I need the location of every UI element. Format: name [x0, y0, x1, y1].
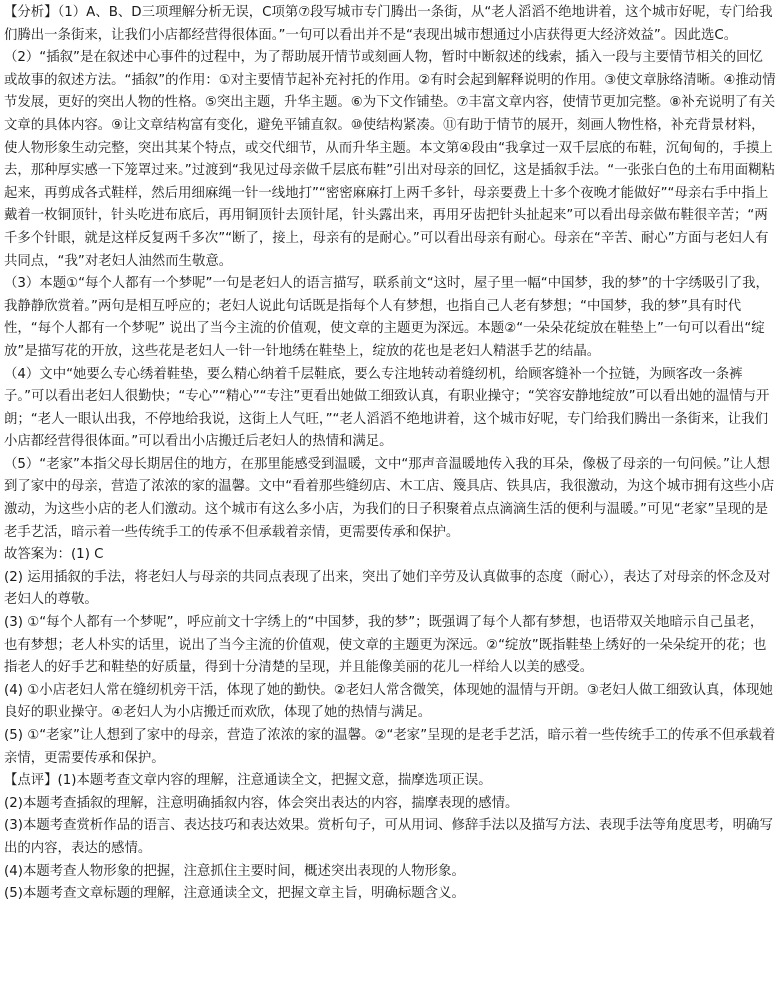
- comment-q2: (2)本题考查插叙的理解，注意明确插叙内容，体会突出表达的内容，揣摩表现的感情。: [4, 795, 519, 811]
- answer-q5: (5) ①“老家”让人想到了家中的母亲，营造了浓浓的家的温馨。②“老家”呈现的是老手艺活，暗示着一些传统手工的传承不但承载着亲情，更需要传承和保护。: [4, 728, 776, 766]
- analysis-q5: （5）“老家”本指父母长期居住的地方，在那里能感受到温暖，文中“那声音温暖地传入我的耳朵，像极了母亲的一句问候。”让人想到了家中的母亲，营造了浓浓的家的温馨。文中“看着那些缝纫店、木工店、篾具店、铁具店，我很激动，为这个城市拥有这些小店激动，为这些小店的老人们激动。这个城市有这么多小店，为我们的日子积聚着点点滴滴生活的便利与温暖。”可见“老家”呈现的是老手艺活，暗示着一些传统手工的传承不但承载着亲情，更需要传承和保护。: [4, 456, 775, 540]
- answer-q1: 故答案为：(1) C: [4, 547, 104, 563]
- answer-q4: (4) ①小店老妇人常在缝纫机旁干活，体现了她的勤快。②老妇人常含微笑，体现她的温情与开朗。③老妇人做工细致认真，体现她良好的职业操守。④老妇人为小店搬迁而欢欣，体现了她的热情与满足。: [4, 682, 773, 721]
- comment-q4: (4)本题考查人物形象的把握，注意抓住主要时间，概述突出表现的人物形象。: [4, 863, 465, 879]
- analysis-q2: （2）“插叙”是在叙述中心事件的过程中，为了帮助展开情节或刻画人物，暂时中断叙述的线索，插入一段与主要情节相关的回忆或故事的叙述方法。“插叙”的作用：①对主要情节起补充衬托的作用。②有时会起到解释说明的作用。③使文章脉络清晰。④推动情节发展，更好的突出人物的性格。⑤突出主题，升华主题。⑥为下文作铺垫。⑦丰富文章内容，使情节更加完整。⑧补充说明了有关文章的具体内容。⑨让文章结构富有变化，避免平铺直叙。⑩使结构紧凑。⑪有助于情节的展开，刻画人物性格，补充背景材料，使人物形象生动完整，突出其某个特点，或交代细节，从而升华主题。本文第④段由“我拿过一双千层底的布鞋，沉甸甸的，手摸上去，那种厚实感一下笼罩过来。”过渡到“我见过母亲做千层底布鞋”引出对母亲的回忆，这是插叙手法。“一张张白色的土布用面糊粘起来，再剪成各式鞋样，然后用细麻绳一针一线地打”“密密麻麻打上两千多针，母亲要费上十多个夜晚才能做好”“母亲右手中指上戴着一枚铜顶针，针头吃进布底后，再用铜顶针去顶针尾，针头露出来，再用牙齿把针头扯起来”可以看出母亲做布鞋很辛苦；“两千多个针眼，就是这样反复两千多次”“断了，接上，母亲有的是耐心。”可以看出母亲有耐心。母亲在“辛苦、耐心”方面与老妇人有共同点，“我”对老妇人油然而生敬意。: [4, 50, 776, 269]
- analysis-q3: （3）本题①“每个人都有一个梦呢”一句是老妇人的语言描写，联系前文“这时，屋子里一幅“中国梦，我的梦”的十字绣吸引了我，我静静欣赏着。”两句是相互呼应的；老妇人说此句话既是指每个人有梦想，也指自己人老有梦想；“中国梦，我的梦”具有时代性，“每个人都有一个梦呢” 说出了当今主流的价值观，使文章的主题更为深远。本题②“一朵朵花绽放在鞋垫上”一句可以看出“绽放”是描写花的开放，这些花是老妇人一针一针地绣在鞋垫上，绽放的花也是老妇人精湛手艺的结晶。: [4, 276, 769, 359]
- comment-q5: (5)本题考查文章标题的理解，注意通读全文，把握文章主旨，明确标题含义。: [4, 886, 465, 902]
- analysis-q4: （4）文中“她要么专心绣着鞋垫，要么精心纳着千层鞋底，要么专注地转动着缝纫机，给顾客缝补一个拉链，为顾客改一条裤子。”可以看出老妇人很勤快；“专心”“精心”“专注”更看出她做工细致认真，有职业操守；“笑容安静地绽放”可以看出她的温情与开朗；“老人一眼认出我，不停地给我说，这街上人气旺，”“老人滔滔不绝地讲着，这个城市好呢，专门给我们腾出一条街来，让我们小店都经营得很体面。”可以看出小店搬迁后老妇人的热情和满足。: [4, 366, 770, 450]
- answer-q2: (2) 运用插叙的手法，将老妇人与母亲的共同点表现了出来，突出了她们辛劳及认真做事的态度（耐心），表达了对母亲的怀念及对老妇人的尊敬。: [4, 569, 771, 608]
- answer-q3: (3) ①“每个人都有一个梦呢”，呼应前文十字绣上的“中国梦，我的梦”；既强调了每个人都有梦想，也语带双关地暗示自己虽老，也有梦想；老人朴实的话里，说出了当今主流的价值观，使文章的主题更为深远。②“绽放”既指鞋垫上绣好的一朵朵绽开的花；也指老人的好手艺和鞋垫的好质量，得到十分清楚的呈现，并且能像美丽的花儿一样给人以美的感受。: [4, 615, 767, 676]
- comment-q1: 【点评】(1)本题考查文章内容的理解，注意通读全文，把握文意，揣摩选项正误。: [4, 773, 492, 789]
- analysis-q1: 【分析】（1）A、B、D三项理解分析无误，C项第⑦段写城市专门腾出一条街，从“老人滔滔不绝地讲着，这个城市好呢，专门给我们腾出一条街来，让我们小店都经营得很体面。”一句可以看出并不是“表现出城市想通过小店获得更大经济效益”。因此选C。: [4, 5, 773, 43]
- comment-q3: (3)本题考查赏析作品的语言、表达技巧和表达效果。赏析句子，可从用词、修辞手法以及描写方法、表现手法等角度思考，明确写出的内容，表达的感情。: [4, 818, 773, 856]
